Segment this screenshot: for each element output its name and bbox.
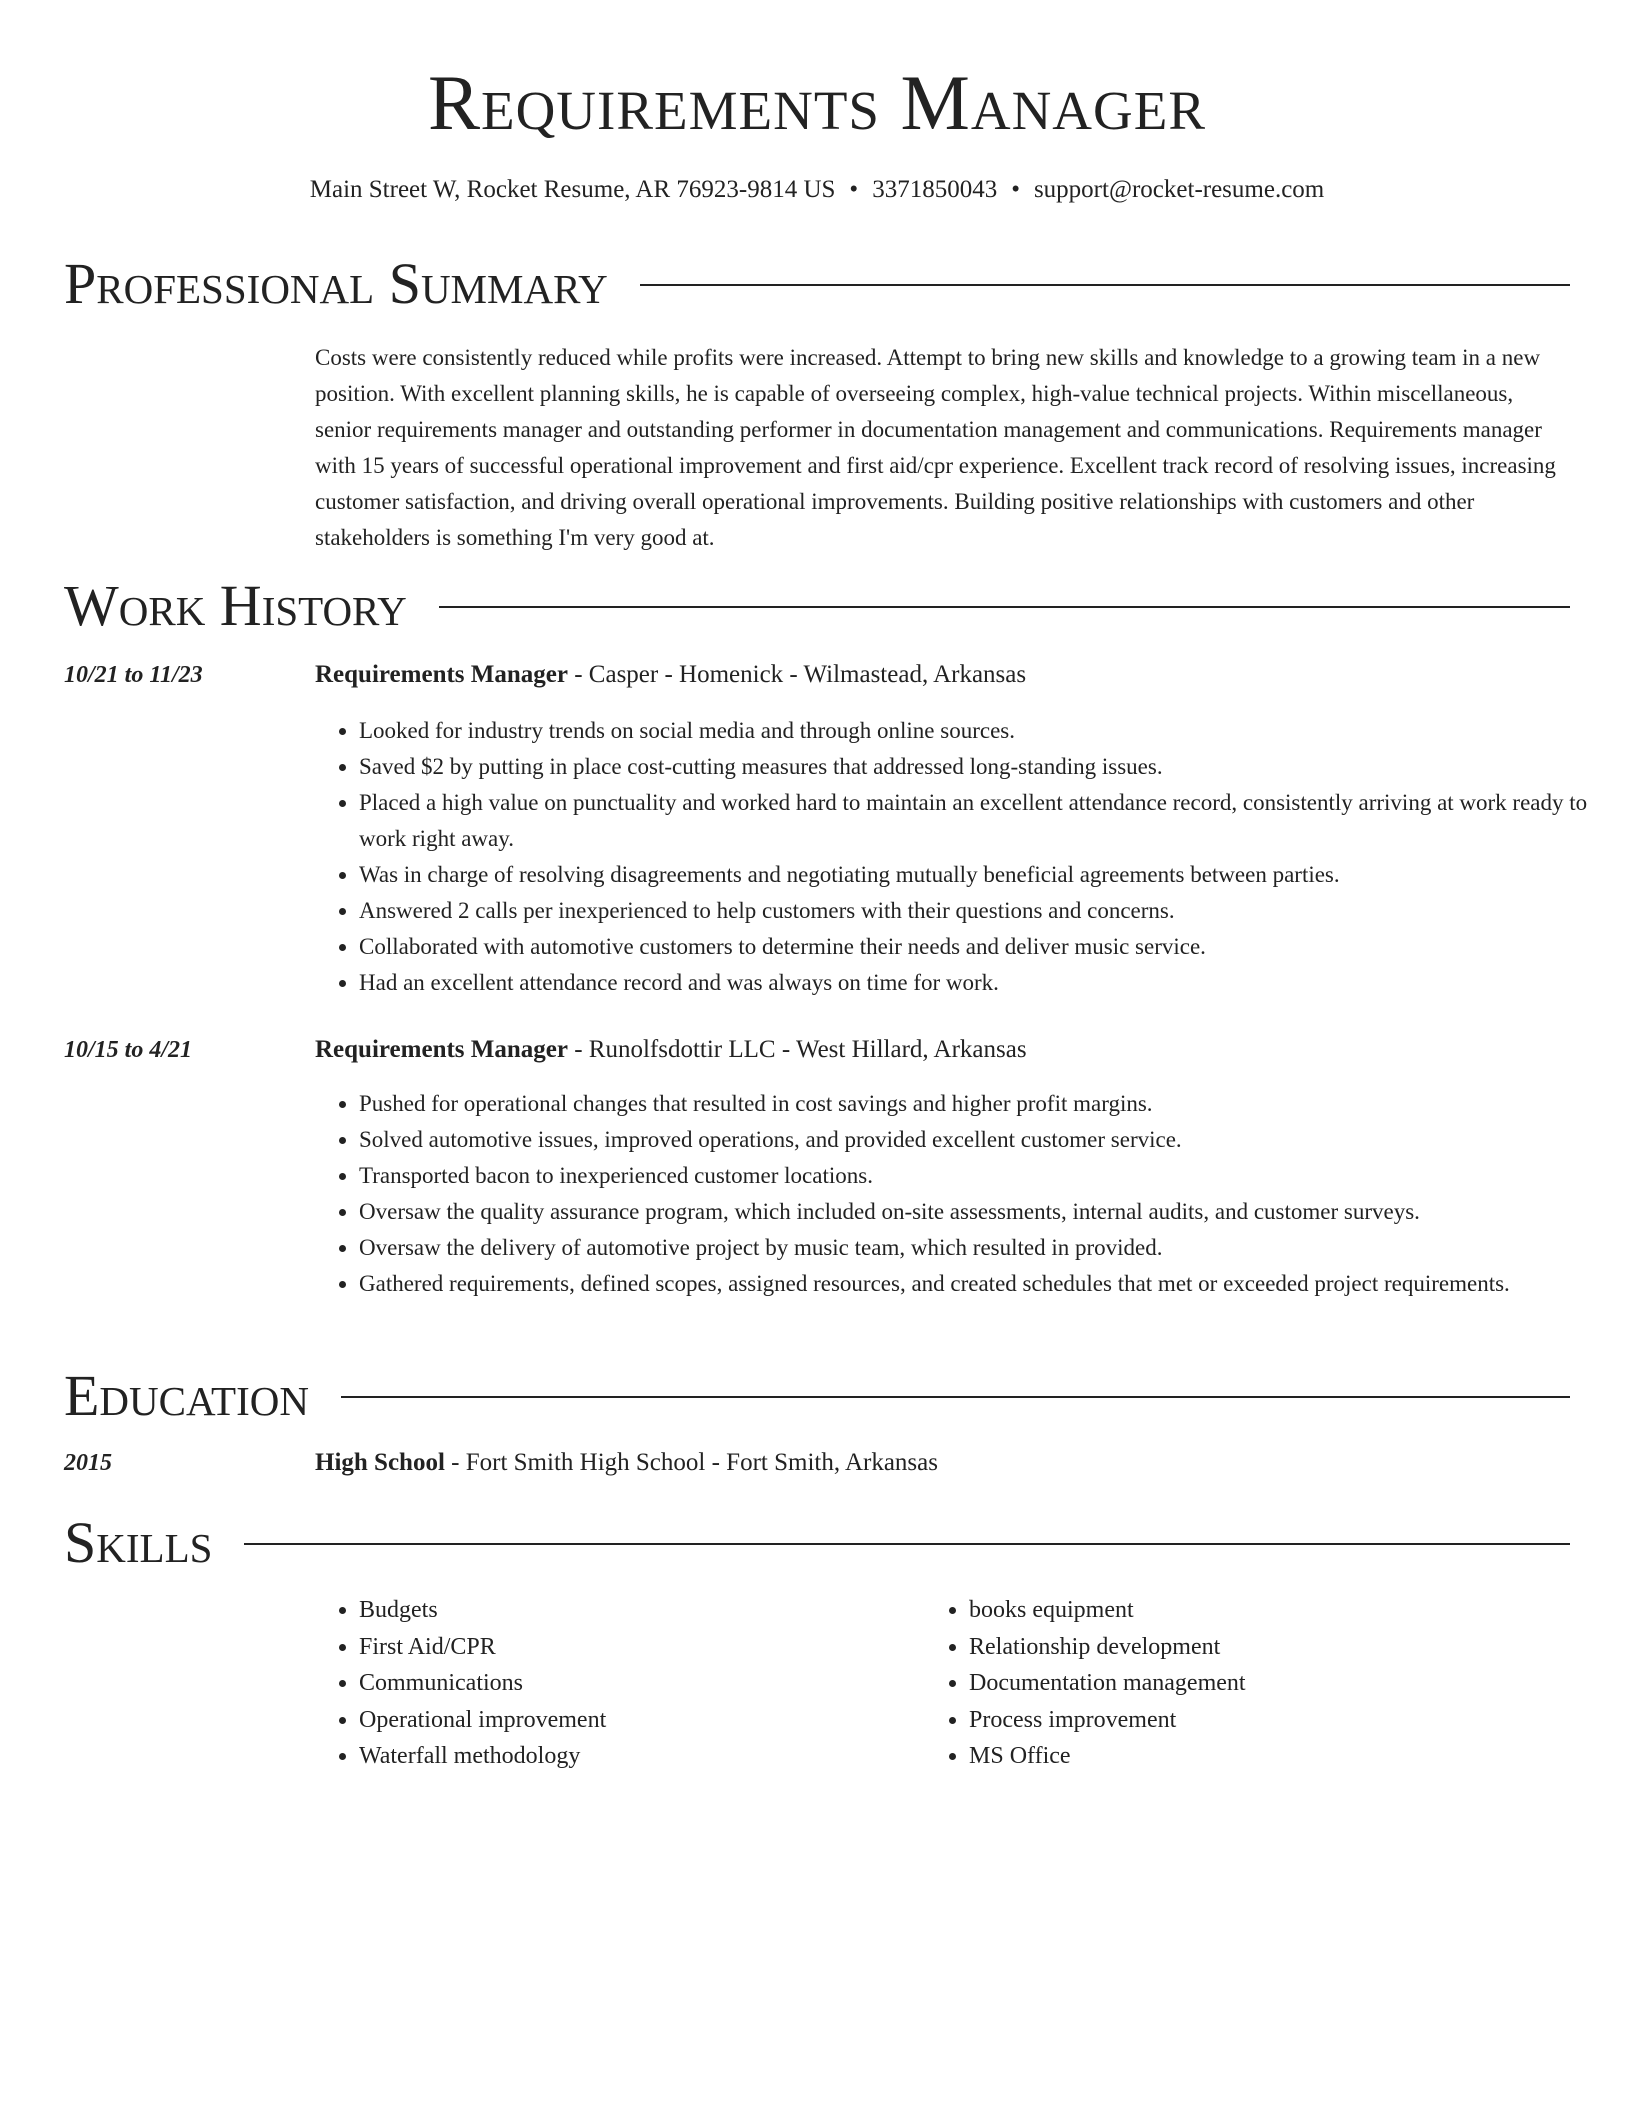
job-title: Requirements Manager xyxy=(315,1036,568,1063)
job-bullet: • Solved automotive issues, improved operations, and provided excellent customer service. xyxy=(359,1122,1599,1158)
skill-item: • MS Office xyxy=(969,1738,1529,1775)
job-details: - Casper - Homenick - Wilmastead, Arkansas xyxy=(567,661,1027,688)
section-divider xyxy=(439,606,1570,608)
skill-item: • Documentation management xyxy=(969,1665,1529,1702)
education-section-title: Education xyxy=(64,1363,309,1428)
job-details: - Runolfsdottir LLC - West Hillard, Arkansas xyxy=(567,1036,1027,1063)
skill-item: • Waterfall methodology xyxy=(359,1738,919,1775)
resume-name: Requirements Manager xyxy=(427,59,1207,146)
education-year: 2015 xyxy=(64,1450,112,1476)
work-section-title: Work History xyxy=(64,573,407,638)
skills-section-header xyxy=(64,1510,1570,1575)
job-dates: 10/15 to 4/21 xyxy=(64,1037,193,1063)
contact-line xyxy=(64,174,1570,206)
summary-text: Costs were consistently reduced while profits were increased. Attempt to bring new skills and knowledge to a growing team in a new position. With excellent planning skills, he is capable of overseeing complex, high-value technical projects. Within miscellaneous, senior requirements manager and outstanding performer in documentation management and communications. Requirements manager with 15 years of successful operational improvement and first aid/cpr experience. Excellent track record of resolving issues, increasing customer satisfaction, and driving overall operational improvements. Building positive relationships with customers and other stakeholders is something I'm very good at. xyxy=(315,345,1556,550)
job-bullet: • Oversaw the quality assurance program, which included on-site assessments, internal audits, and customer surveys. xyxy=(359,1194,1599,1230)
job-title: Requirements Manager xyxy=(315,661,568,688)
skill-item: • Operational improvement xyxy=(359,1702,919,1739)
skill-item: • Relationship development xyxy=(969,1629,1529,1666)
section-divider xyxy=(640,284,1570,286)
job-bullet: • Transported bacon to inexperienced customer locations. xyxy=(359,1158,1599,1194)
job-bullets xyxy=(315,713,1599,1001)
skill-item: • books equipment xyxy=(969,1592,1529,1629)
job-bullet: • Looked for industry trends on social media and through online sources. xyxy=(359,713,1599,749)
job-bullet: • Was in charge of resolving disagreements and negotiating mutually beneficial agreements between parties. xyxy=(359,857,1599,893)
skills-list-left xyxy=(315,1592,919,1775)
job-bullet: • Oversaw the delivery of automotive project by music team, which resulted in provided. xyxy=(359,1230,1599,1266)
contact-separator: • xyxy=(849,176,859,203)
contact-address: Main Street W, Rocket Resume, AR 76923-9814 US xyxy=(309,176,836,203)
skills-list-right xyxy=(925,1592,1529,1775)
skill-item: • Budgets xyxy=(359,1592,919,1629)
job-bullet: • Pushed for operational changes that resulted in cost savings and higher profit margins. xyxy=(359,1086,1599,1122)
job-bullet: • Had an excellent attendance record and was always on time for work. xyxy=(359,965,1599,1001)
work-section-header xyxy=(64,573,1570,638)
job-dates: 10/21 to 11/23 xyxy=(64,662,203,688)
job-bullets xyxy=(315,1086,1599,1302)
skill-item: • Process improvement xyxy=(969,1702,1529,1739)
contact-email: support@rocket-resume.com xyxy=(1033,176,1325,203)
section-divider xyxy=(244,1543,1570,1545)
contact-separator: • xyxy=(1011,176,1020,203)
skill-item: • Communications xyxy=(359,1665,919,1702)
skill-item: • First Aid/CPR xyxy=(359,1629,919,1666)
education-section-header xyxy=(64,1363,1570,1428)
job-heading xyxy=(315,659,1026,691)
job-bullet: • Collaborated with automotive customers to determine their needs and deliver music service. xyxy=(359,929,1599,965)
skills-section-title: Skills xyxy=(64,1510,213,1575)
job-bullet: • Saved $2 by putting in place cost-cutting measures that addressed long-standing issues. xyxy=(359,749,1599,785)
education-details: - Fort Smith High School - Fort Smith, Arkansas xyxy=(444,1449,938,1476)
job-bullet: • Gathered requirements, defined scopes, assigned resources, and created schedules that met or exceeded project requirements. xyxy=(359,1266,1599,1302)
job-bullet: • Placed a high value on punctuality and worked hard to maintain an excellent attendance record, consistently arriving at work ready to work right away. xyxy=(359,785,1599,857)
summary-section-header xyxy=(64,251,1570,316)
education-degree: High School xyxy=(315,1449,445,1476)
contact-phone: 3371850043 xyxy=(872,176,998,203)
section-divider xyxy=(341,1396,1570,1398)
job-heading xyxy=(315,1034,1027,1066)
job-bullet: • Answered 2 calls per inexperienced to help customers with their questions and concerns. xyxy=(359,893,1599,929)
summary-section-title: Professional Summary xyxy=(64,251,608,316)
education-heading xyxy=(315,1447,938,1479)
